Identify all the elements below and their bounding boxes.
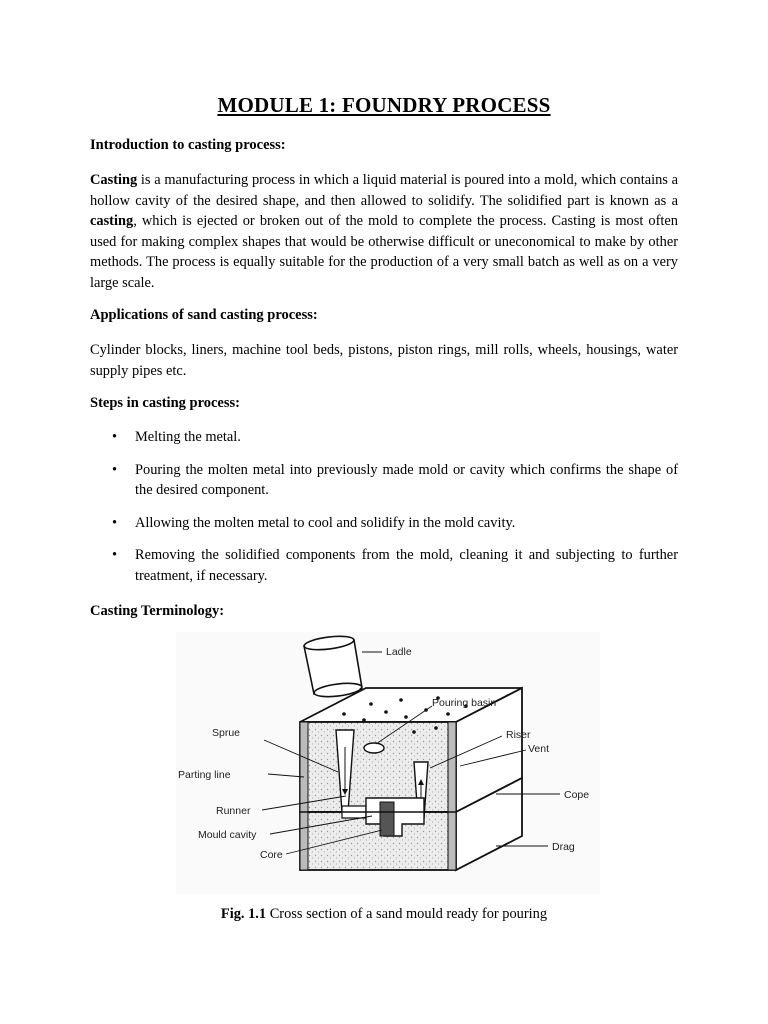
applications-paragraph: Cylinder blocks, liners, machine tool beds, pistons, piston rings, mill rolls, wheels, housings, water supply pipes etc. <box>90 342 678 379</box>
label-drag: Drag <box>552 841 575 853</box>
list-item <box>112 545 678 586</box>
sand-mould-diagram <box>176 632 600 894</box>
casting-term-2: casting <box>90 213 134 230</box>
bullet-icon: • <box>112 514 118 531</box>
intro-text-b: , which is ejected or broken out of the mold to complete the process. Casting is most often used for making complex shapes that would be otherwise difficult or uneconomical to make by other methods. The process is equally suitable for the production of a very small batch as well as on a very large scale. <box>90 213 678 291</box>
list-item-text: Removing the solidified components from the mold, cleaning it and subjecting to further treatment, if necessary. <box>135 547 678 584</box>
page-title: MODULE 1: FOUNDRY PROCESS <box>217 93 551 117</box>
bullet-icon: • <box>112 429 118 445</box>
intro-text-a: is a manufacturing process in which a liquid material is poured into a mold, which contains a hollow cavity of the desired shape, and then allowed to solidify. The solidified part is known as a <box>90 172 678 209</box>
casting-term: Casting <box>90 172 138 188</box>
terminology-heading: Casting Terminology: <box>90 603 225 619</box>
label-core: Core <box>260 849 283 861</box>
label-riser: Riser <box>506 729 531 741</box>
label-mould-cavity: Mould cavity <box>198 829 257 841</box>
list-item <box>112 427 678 448</box>
label-pouring-basin: Pouring basin <box>432 697 497 709</box>
list-item-text: Allowing the molten metal to cool and solidify in the mold cavity. <box>135 514 516 531</box>
label-sprue: Sprue <box>212 727 241 739</box>
list-item-text: Melting the metal. <box>135 429 241 445</box>
figure-caption-text: Cross section of a sand mould ready for pouring <box>266 906 548 922</box>
bullet-icon: • <box>112 547 118 564</box>
list-item-text: Pouring the molten metal into previously made mold or cavity which confirms the shape of the desired component. <box>135 461 678 499</box>
label-ladle: Ladle <box>386 646 412 658</box>
applications-heading: Applications of sand casting process: <box>90 307 318 323</box>
list-item <box>112 513 678 534</box>
label-cope: Cope <box>564 789 590 801</box>
steps-list <box>112 427 678 599</box>
sand-mould-figure <box>176 632 600 894</box>
intro-heading: Introduction to casting process: <box>90 137 286 153</box>
label-runner: Runner <box>216 805 251 817</box>
intro-paragraph <box>90 170 678 294</box>
figure-label: Fig. 1.1 <box>220 906 267 922</box>
figure-caption <box>0 906 768 923</box>
label-parting-line: Parting line <box>178 769 231 781</box>
bullet-icon: • <box>112 461 118 478</box>
label-vent: Vent <box>528 743 550 755</box>
list-item <box>112 460 678 501</box>
steps-heading: Steps in casting process: <box>90 395 240 411</box>
